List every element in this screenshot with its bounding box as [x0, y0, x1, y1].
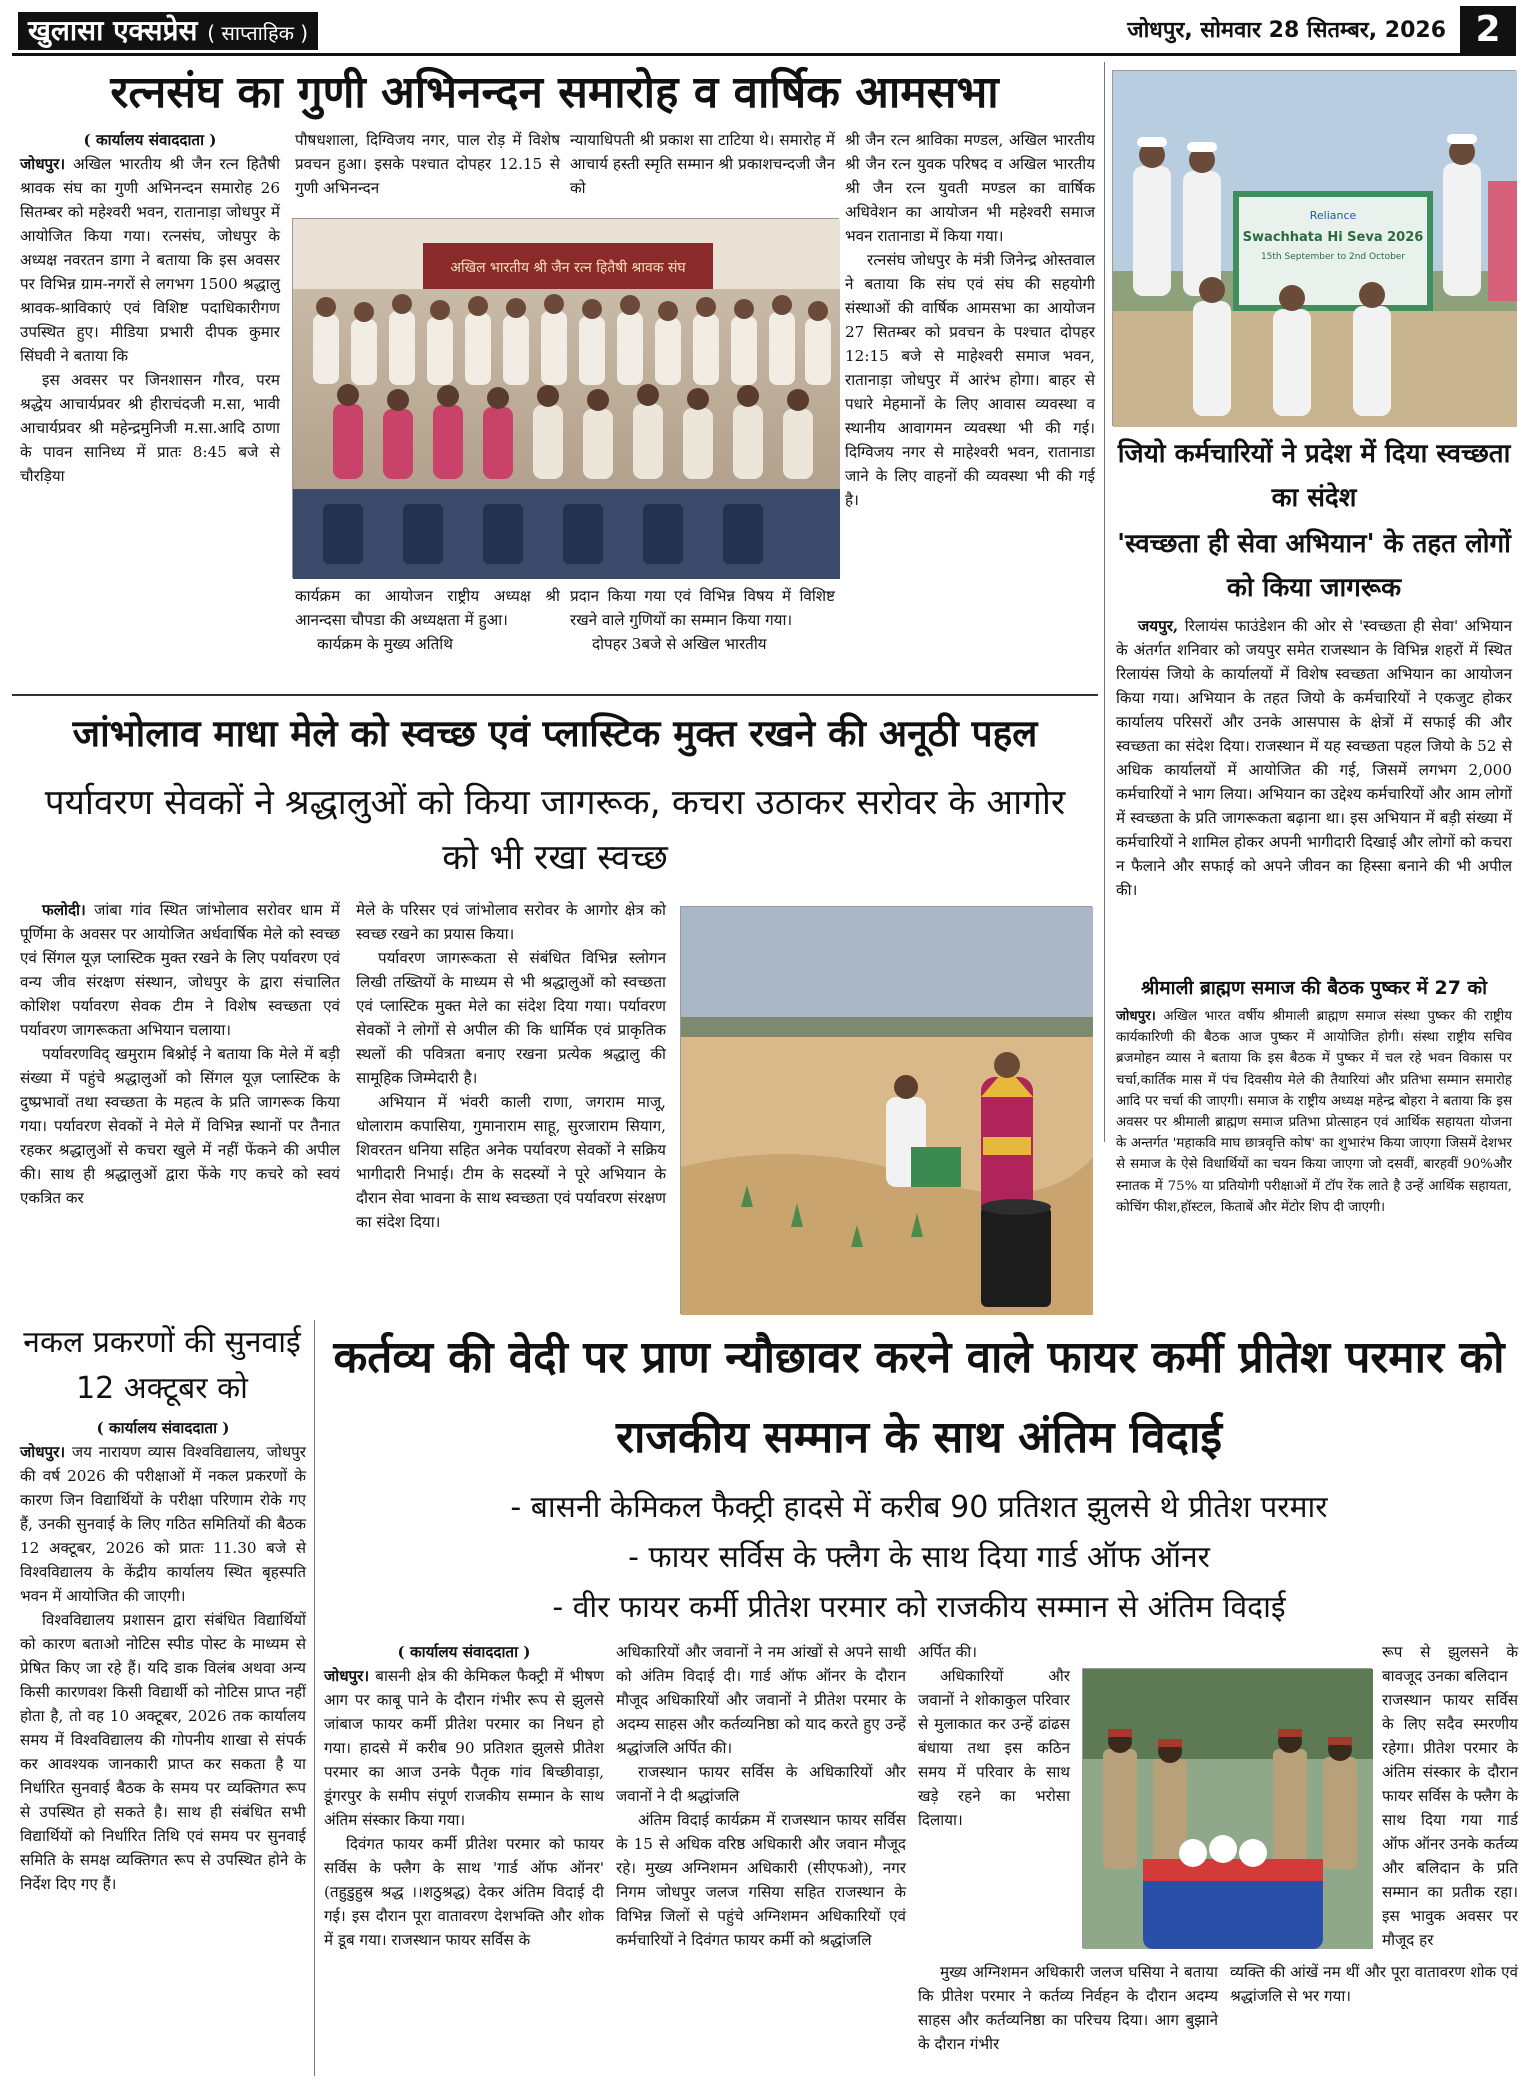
- banner-brand: Reliance: [1309, 209, 1357, 222]
- story1-paragraph: रत्नसंघ जोधपुर के मंत्री जिनेन्द्र ओस्तवाल ने बताया कि संघ एवं संघ की सहयोगी संस्थाओं की वार्षिक आमसभा का आयोजन 27 सितम्बर को प्रवचन के पश्चात दोपहर 12:15 बजे से माहेश्वरी समाज भवन, रातानाड़ा जोधपुर में आरंभ होगा। बाहर से पधारे मेहमानों के लिए आवास व्यवस्था व स्थानीय आवागमन व्यवस्था भी की गई। दिग्विजय नगर से माहेश्वरी भवन, रातानाडा जाने के लिए वाहनों की व्यवस्था भी की गई है।: [845, 251, 1095, 509]
- story1-byline: ( कार्यालय संवाददाता ): [83, 131, 217, 149]
- story3-paragraph: अधिकारियों और जवानों ने नम आंखों से अपने साथी को अंतिम विदाई दी। गार्ड ऑफ ऑनर के दौरान मौजूद अधिकारियों और जवानों ने प्रीतेश परमार के अदम्य साहस और कर्तव्यनिष्ठा को याद करते हुए उन्हें श्रद्धांजलि अर्पित की।: [616, 1643, 906, 1757]
- jio-article-body: [1116, 614, 1512, 968]
- story1-dateline: जोधपुर।: [20, 155, 66, 173]
- group-photo-illustration: [293, 219, 840, 579]
- story1-paragraph: इस अवसर पर जिनशासन गौरव, परम श्रद्धेय आचार्यप्रवर श्री हीराचंदजी म.सा, भावी आचार्यप्रवर श्री महेन्द्रमुनिजी म.सा.आदि ठाणा के पावन सानिध्य में प्रातः 8:45 बजे से चौरड़िया: [20, 371, 280, 485]
- mela-photo-illustration: [681, 907, 1093, 1315]
- banner-title: Swachhata Hi Seva 2026: [1242, 230, 1424, 245]
- nakal-dateline: जोधपुर।: [20, 1443, 66, 1461]
- jio-dateline: जयपुर,: [1138, 617, 1179, 635]
- jio-subhead: 'स्वच्छता ही सेवा अभियान' के तहत लोगों को किया जागरूक: [1117, 529, 1511, 603]
- story3-headline: कर्तव्य की वेदी पर प्राण न्यौछावर करने वाले फायर कर्मी प्रीतेश परमार को राजकीय सम्मान के साथ अंतिम विदाई: [333, 1332, 1505, 1463]
- nakal-paragraph: विश्वविद्यालय प्रशासन द्वारा संबंधित विद्यार्थियों को कारण बताओ नोटिस स्पीड पोस्ट के माध्यम से प्रेषित किए जा रहे हैं। यदि डाक विलंब अथवा अन्य किसी कारणवश किसी विद्यार्थी को नोटिस प्राप्त नहीं होता है, तो वह 10 अक्टूबर, 2026 तक कार्यालय समय में विश्वविद्यालय की गोपनीय शाखा से संपर्क कर आवश्यक जानकारी प्राप्त कर सकता है या निर्धारित सुनवाई बैठक के समय पर व्यक्तिगत रूप से उपस्थित हो सकते है। साथ ही संबंधित सभी विद्यार्थियों को निर्धारित तिथि एवं समय पर सुनवाई समिति के समक्ष व्यक्तिगत रूप से उपस्थित होने के निर्देश दिए गए हैं।: [20, 1611, 306, 1893]
- story2-paragraph: अभियान में भंवरी काली राणा, जगराम माजू, धोलाराम कपासिया, गुमानाराम साहू, सुरजाराम सियाग, शिवरतन धनिया सहित अनेक पर्यावरण सेवकों ने सक्रिय भागीदारी निभाई। टीम के सदस्यों ने पूरे अभियान के दौरान सेवा भावना के साथ स्वच्छता एवं पर्यावरण संरक्षण का संदेश दिया।: [356, 1093, 666, 1231]
- story3-byline: ( कार्यालय संवाददाता ): [397, 1643, 531, 1661]
- story3-column-4-upper: [1382, 1640, 1518, 1948]
- story2-column-1: [20, 898, 340, 1310]
- story1-column-2-top: [295, 128, 560, 212]
- story1-paragraph: श्री जैन रत्न श्राविका मण्डल, अखिल भारतीय श्री जैन रत्न युवक परिषद व अखिल भारतीय श्री जैन रत्न युवती मण्डल का वार्षिक अधिवेशन का आयोजन भी महेश्वरी समाज भवन रातानाडा में किया गया।: [845, 131, 1095, 245]
- story1-paragraph: अखिल भारतीय श्री जैन रत्न हितैषी श्रावक संघ का गुणी अभिनन्दन समारोह 26 सितम्बर को महेश्वरी भवन, रातानाड़ा जोधपुर में आयोजित किया गया। रत्नसंघ, जोधपुर के अध्यक्ष नवरतन डागा ने बताया कि इस अवसर पर विभिन्न ग्राम-नगरों से लगभग 1500 श्रद्धालु श्रावक-श्राविकाएं एवं विशिष्ट पदाधिकारीगण उपस्थित हुए। मीडिया प्रभारी दीपक कुमार सिंघवी ने बताया कि: [20, 155, 281, 365]
- story2-column-2: [356, 898, 666, 1310]
- jio-paragraph: रिलायंस फाउंडेशन की ओर से 'स्वच्छता ही सेवा' अभियान के अंतर्गत शनिवार को जयपुर समेत राजस्थान के विभिन्न शहरों में स्थित रिलायंस जियो के कार्यालयों में विशेष स्वच्छता अभियान का आयोजन किया गया। अभियान के तहत जियो के कर्मचारियों ने एकजुट होकर कार्यालय परिसरों और उनके आसपास के क्षेत्रों में सफाई की और स्वच्छता का संदेश दिया। राजस्थान में यह स्वच्छता पहल जियो के 52 से अधिक कार्यालयों में आयोजित की गई, जिसमें लगभग 2,000 कर्मचारियों ने भाग लिया। अभियान का उद्देश्य कर्मचारियों और आम लोगों में स्वच्छता के प्रति जागरूकता बढ़ाना था। इस अभियान में बड़ी संख्या में कर्मचारियों ने शामिल होकर अपनी भागीदारी दिखाई और लोगों को कचरा न फैलाने और सफाई को अपने जीवन का हिस्सा बनाने की भी अपील की।: [1116, 617, 1513, 899]
- story1-paragraph: न्यायाधिपती श्री प्रकाश सा टाटिया थे। समारोह में आचार्य हस्ती स्मृति सम्मान श्री प्रकाशचन्दजी जैन को: [570, 131, 835, 197]
- story2-paragraph: जांबा गांव स्थित जांभोलाव सरोवर धाम में पूर्णिमा के अवसर पर आयोजित अर्धवार्षिक मेले को स्वच्छ एवं सिंगल यूज़ प्लास्टिक मुक्त रखने के लिए पर्यावरण एवं वन्य जीव संरक्षण संस्थान, जोधपुर के द्वारा संचालित कोशिश पर्यावरण सेवक टीम ने विशेष स्वच्छता एवं पर्यावरण जागरूकता अभियान चलाया।: [20, 901, 340, 1039]
- story1-column-4: [845, 128, 1095, 688]
- story3-dateline: जोधपुर।: [324, 1667, 370, 1685]
- shrimali-paragraph: अखिल भारत वर्षीय श्रीमाली ब्राह्मण समाज संस्था पुष्कर की राष्ट्रीय कार्यकारिणी की बैठक आज पुष्कर में आयोजित होगी। संस्था राष्ट्रीय सचिव ब्रजमोहन व्यास ने बताया कि इस बैठक में पुष्कर में चल रहे भवन विकास पर चर्चा,कार्तिक मास में पंच दिवसीय मेले की तैयारियां और प्रतिभा सम्मान समारोह आदि पर चर्चा की जाएगी। समाज के राष्ट्रीय अध्यक्ष महेन्द्र बोहरा ने बताया कि इस अवसर पर श्रीमाली ब्राह्मण समाज प्रतिभा प्रोत्साहन एवं आर्थिक सहायता योजना के अन्तर्गत 'महाकवि माघ छात्रवृत्ति कोष' का शुभारंभ किया जाएगा जिसमें देशभर से समाज के ऐसे विधार्थियों का चयन किया जाएगा जो दसवीं, बारहवीं 90%और स्नातक में 75% या प्रतियोगी परीक्षाओं में टॉप रेंक लाते है उन्हें आर्थिक सहायता, कोचिंग फीश,हॉस्टल, किताबें और मेंटोर शिप दी जाएगी।: [1116, 1009, 1512, 1215]
- page-number: 2: [1460, 6, 1516, 54]
- stage-banner-text: अखिल भारतीय श्री जैन रत्न हितैषी श्रावक संघ: [450, 260, 686, 276]
- jio-cleanliness-photo: [1112, 70, 1516, 426]
- newspaper-name: खुलासा एक्सप्रेस: [28, 14, 198, 47]
- story2-headline: जांभोलाव माधा मेले को स्वच्छ एवं प्लास्टिक मुक्त रखने की अनूठी पहल: [72, 712, 1038, 755]
- story3-paragraph: रूप से झुलसने के बावजूद उनका बलिदान: [1382, 1643, 1518, 1685]
- story2-dateline: फलोदी।: [42, 901, 86, 919]
- story3-paragraph: व्यक्ति की आंखें नम थीं और पूरा वातावरण शोक एवं श्रद्धांजलि से भर गया।: [1230, 1963, 1518, 2005]
- jio-headline: जियो कर्मचारियों ने प्रदेश में दिया स्वच्छता का संदेश: [1117, 439, 1511, 513]
- banner-dates: 15th September to 2nd October: [1260, 252, 1406, 262]
- column-rule: [1104, 62, 1105, 1142]
- story1-paragraph: कार्यक्रम का आयोजन राष्ट्रीय अध्यक्ष श्री आनन्दसा चौपडा की अध्यक्षता में हुआ।: [295, 587, 560, 629]
- story2-paragraph: पर्यावरणविद् खमुराम बिश्नोई ने बताया कि मेले में बड़ी संख्या में पहुंचे श्रद्धालुओं को सिंगल यूज़ प्लास्टिक के दुष्प्रभावों तथा स्वच्छता के महत्व के प्रति जागरूक किया गया। पर्यावरण सेवकों ने मेले में विभिन्न स्थानों पर तैनात रहकर श्रद्धालुओं से कचरा खुले में नहीं फेंकने की अपील की। साथ ही श्रद्धालुओं द्वारा फेंके गए कचरे को स्वयं एकत्रित कर: [20, 1045, 340, 1207]
- samaroh-group-photo: [292, 218, 839, 578]
- story3-column-3-lower: [918, 1960, 1218, 2076]
- nakal-byline: ( कार्यालय संवाददाता ): [96, 1419, 230, 1437]
- story3-paragraph: बासनी क्षेत्र की केमिकल फैक्ट्री में भीषण आग पर काबू पाने के दौरान गंभीर रूप से झुलसे जांबाज फायर कर्मी प्रीतेश परमार का निधन हो गया। हादसे में करीब 90 प्रतिशत झुलसे प्रीतेश परमार का आज उनके पैतृक गांव बिच्छीवाड़ा, डूंगरपुर के समीप संपूर्ण राजकीय सम्मान के साथ अंतिम संस्कार किया गया।: [324, 1667, 604, 1829]
- story3-bullet-1: - बासनी केमिकल फैक्ट्री हादसे में करीब 90 प्रतिशत झुलसे थे प्रीतेश परमार: [510, 1490, 1328, 1525]
- story3-bullet-3: - वीर फायर कर्मी प्रीतेश परमार को राजकीय सम्मान से अंतिम विदाई: [552, 1590, 1286, 1625]
- story2-paragraph: पर्यावरण जागरूकता से संबंधित विभिन्न स्लोगन लिखी तख्तियों के माध्यम से भी श्रद्धालुओं को स्वच्छता एवं प्लास्टिक मुक्त मेले का संदेश दिया गया। पर्यावरण सेवकों ने लोगों से अपील की कि धार्मिक एवं प्राकृतिक स्थलों की पवित्रता बनाए रखना प्रत्येक श्रद्धालु की सामूहिक जिम्मेदारी है।: [356, 949, 666, 1087]
- story1-paragraph: दोपहर 3बजे से अखिल भारतीय: [592, 635, 767, 653]
- story2-paragraph: मेले के परिसर एवं जांभोलाव सरोवर के आगोर क्षेत्र को स्वच्छ रखने का प्रयास किया।: [356, 901, 666, 943]
- edition-label: ( साप्ताहिक ): [207, 21, 309, 45]
- shrimali-dateline: जोधपुर।: [1116, 1008, 1156, 1024]
- story1-column-2-bottom: [295, 584, 560, 688]
- story3-paragraph: अधिकारियों और जवानों ने शोकाकुल परिवार से मुलाकात कर उन्हें ढांढस बंधाया तथा इस कठिन समय में परिवार के साथ खड़े रहने का भरोसा दिलाया।: [918, 1667, 1070, 1829]
- story1-column-3-bottom: [570, 584, 835, 688]
- story3-paragraph: अर्पित की।: [918, 1643, 978, 1661]
- mela-cleaning-photo: [680, 906, 1092, 1314]
- story3-column-1: [324, 1640, 604, 2076]
- section-divider: [12, 694, 1098, 696]
- story3-subhead: राजस्थान फायर सर्विस के अधिकारियों और जवानों ने दी श्रद्धांजलि: [616, 1763, 906, 1805]
- story3-paragraph: राजस्थान फायर सर्विस के लिए सदैव स्मरणीय रहेगा। प्रीतेश परमार के अंतिम संस्कार के दौरान फायर सर्विस के फ्लैग के साथ दिया गया गार्ड ऑफ ऑनर उनके कर्तव्य और बलिदान के प्रति सम्मान का प्रतीक रहा। इस भावुक अवसर पर मौजूद हर: [1382, 1691, 1518, 1949]
- nakal-article-body: [20, 1416, 306, 2076]
- jio-photo-illustration: [1113, 71, 1517, 427]
- nakal-headline: नकल प्रकरणों की सुनवाई 12 अक्टूबर को: [23, 1325, 301, 1406]
- story3-column-4-lower: [1230, 1960, 1518, 2076]
- column-rule: [314, 1320, 315, 2076]
- story3-column-2: [616, 1640, 906, 2076]
- story1-paragraph: कार्यक्रम के मुख्य अतिथि: [317, 635, 453, 653]
- story3-paragraph: दिवंगत फायर कर्मी प्रीतेश परमार को फायर सर्विस के फ्लैग के साथ 'गार्ड ऑफ ऑनर' (तहुडुहुस्र श्रद्ध ।।शठुश्रद्ध) देकर अंतिम विदाई दी गई। इस दौरान पूरा वातावरण देशभक्ति और शोक में डूब गया। राजस्थान फायर सर्विस के: [324, 1835, 604, 1949]
- shrimali-article-body: [1116, 1006, 1512, 1215]
- story2-subhead: पर्यावरण सेवकों ने श्रद्धालुओं को किया जागरूक, कचरा उठाकर सरोवर के आगोर को भी रखा स्वच्छ: [44, 783, 1066, 878]
- nakal-paragraph: जय नारायण व्यास विश्वविद्यालय, जोधपुर की वर्ष 2026 की परीक्षाओं में नकल प्रकरणों के कारण जिन विद्यार्थियों के परीक्षा परिणाम रोके गए हैं, उनकी सुनवाई के लिए गठित समितियों की बैठक 12 अक्टूबर, 2026 को प्रातः 11.30 बजे से विश्वविद्यालय के केंद्रीय कार्यालय स्थित बृहस्पति भवन में आयोजित की जाएगी।: [20, 1443, 306, 1605]
- story1-paragraph: पौषधशाला, दिग्विजय नगर, पाल रोड़ में विशेष प्रवचन हुआ। इसके पश्चात दोपहर 12.15 से गुणी अभिनन्दन: [295, 131, 560, 197]
- story1-headline: रत्नसंघ का गुणी अभिनन्दन समारोह व वार्षिक आमसभा: [110, 67, 999, 118]
- story1-column-3-top: [570, 128, 835, 212]
- story3-paragraph: मुख्य अग्निशमन अधिकारी जलज घसिया ने बताया कि प्रीतेश परमार ने कर्तव्य निर्वहन के दौरान अदम्य साहस और कर्तव्यनिष्ठा का परिचय दिया। आग बुझाने के दौरान गंभीर: [918, 1963, 1218, 2053]
- issue-date: जोधपुर, सोमवार 28 सितम्बर, 2026: [1127, 18, 1446, 43]
- newspaper-title: [18, 12, 318, 50]
- guard-photo-illustration: [1083, 1669, 1373, 1949]
- story3-bullet-2: - फायर सर्विस के फ्लैग के साथ दिया गार्ड ऑफ ऑनर: [628, 1540, 1210, 1575]
- story3-paragraph: अंतिम विदाई कार्यक्रम में राजस्थान फायर सर्विस के 15 से अधिक वरिष्ठ अधिकारी और जवान मौजूद रहे। मुख्य अग्निशमन अधिकारी (सीएफओ), नगर निगम जोधपुर जलज गसिया सहित राजस्थान के विभिन्न जिलों से पहुंचे अग्निशमन अधिकारियों एवं कर्मचारियों ने दिवंगत फायर कर्मी को श्रद्धांजलि: [616, 1811, 906, 1949]
- story1-column-1: [20, 128, 280, 688]
- masthead: [12, 6, 1516, 56]
- shrimali-headline: श्रीमाली ब्राह्मण समाज की बैठक पुष्कर में 27 को: [1140, 977, 1488, 999]
- story1-paragraph: प्रदान किया गया एवं विभिन्न विषय में विशिष्ट रखने वाले गुणियों का सम्मान किया गया।: [570, 587, 835, 629]
- guard-of-honour-photo: [1082, 1668, 1372, 1948]
